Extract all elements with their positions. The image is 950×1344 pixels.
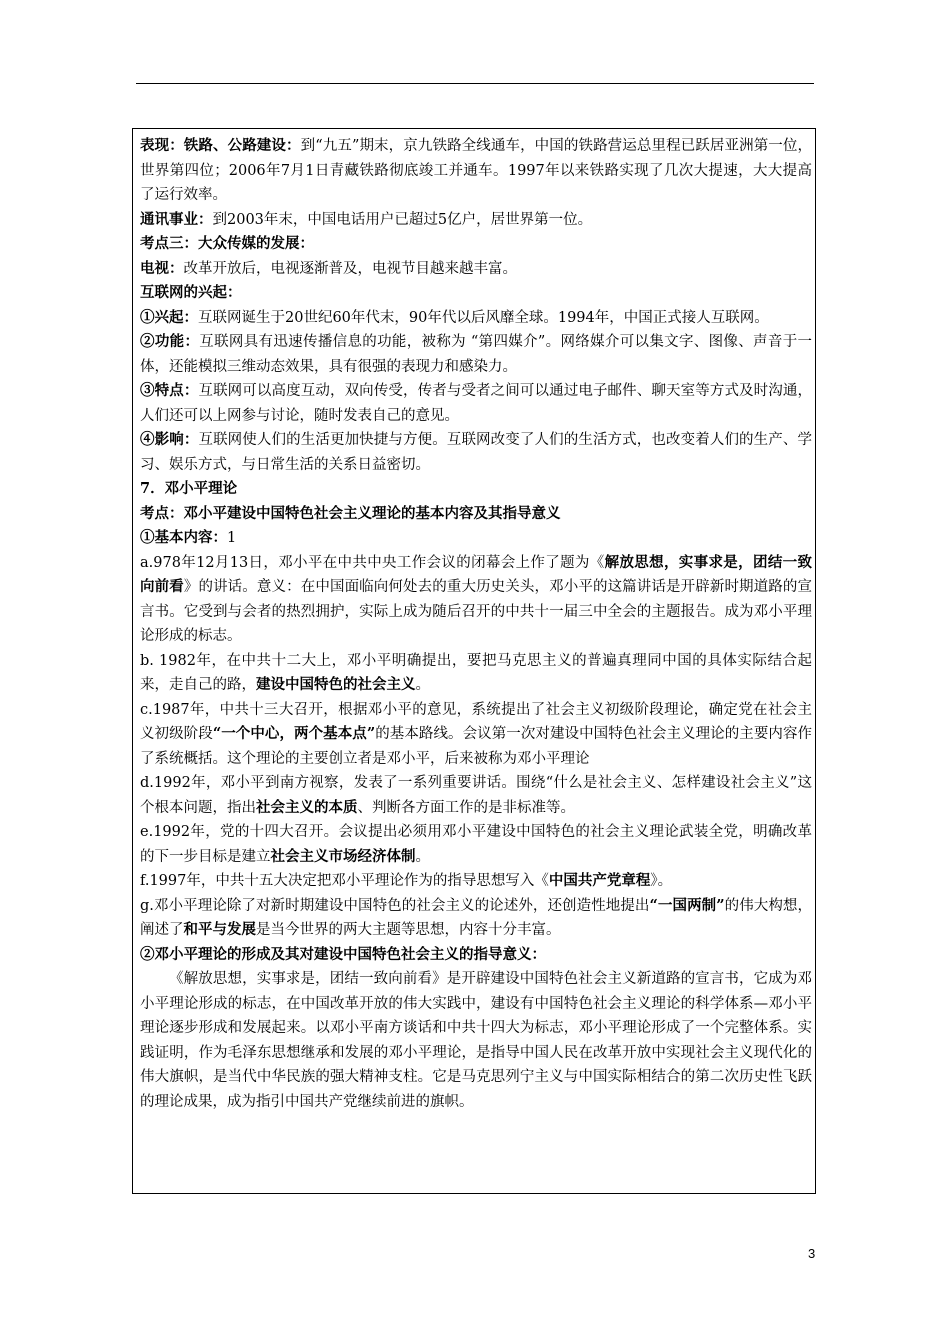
body-text: 互联网可以高度互动，双向传受，传者与受者之间可以通过电子邮件、聊天室等方式及时沟通，人们还可以上网参与讨论，随时发表自己的意见。 xyxy=(140,383,813,424)
bold-text: 和平与发展 xyxy=(183,921,256,938)
body-text: 的伟大构想，阐述了 xyxy=(140,897,813,938)
paragraph xyxy=(140,330,812,379)
body-text: c.1987年，中共十三大召开，根据邓小平的意见，系统提出了社会主义初级阶段理论，确定党在社会主义初级阶段 xyxy=(140,701,812,742)
document-body xyxy=(140,134,812,1114)
bold-text: “一个中心，两个基本点” xyxy=(212,725,376,742)
body-text: 到“九五”期末，京九铁路全线通车，中国的铁路营运总里程已跃居亚洲第一位，世界第四位；2006年7月1日青藏铁路彻底竣工并通车。1997年以来铁路实现了几次大提速，大大提高了运行效率。 xyxy=(140,138,813,203)
paragraph xyxy=(140,967,812,1114)
body-text: 》的讲话。意义：在中国面临向何处去的重大历史关头，邓小平的这篇讲话是开辟新时期道路的宣言书。它受到与会者的热烈拥护，实际上成为随后召开的中共十一届三中全会的主题报告。成为邓小平理论形成的标志。 xyxy=(140,579,813,644)
paragraph xyxy=(140,943,812,968)
page-number: 3 xyxy=(808,1246,816,1261)
body-text: e.1992年，党的十四大召开。会议提出必须用邓小平建设中国特色的社会主义理论武装全党，明确改革的下一步目标是建立 xyxy=(140,824,812,865)
body-text: 、判断各方面工作的是非标准等。 xyxy=(357,799,575,816)
paragraph xyxy=(140,257,812,282)
paragraph xyxy=(140,477,812,502)
bold-text: ④影响： xyxy=(140,431,199,448)
body-text: 1 xyxy=(227,530,237,546)
bold-text: 表现：铁路、公路建设： xyxy=(140,137,301,154)
paragraph xyxy=(140,232,812,257)
body-text: f.1997年，中共十五大决定把邓小平理论作为的指导思想写入《 xyxy=(140,873,549,889)
body-text: 》。 xyxy=(650,873,673,889)
body-text: a.978年12月13日，邓小平在中共中央工作会议的闭幕会上作了题为《 xyxy=(140,554,605,571)
paragraph xyxy=(140,502,812,527)
body-text: b. 1982年，在中共十二大上，邓小平明确提出，要把马克思主义的普遍真理同中国的具体实际结合起来，走自己的路， xyxy=(140,652,812,693)
bold-text: 建设中国特色的社会主义 xyxy=(256,676,416,693)
body-text: 是当今世界的两大主题等思想，内容十分丰富。 xyxy=(256,922,561,938)
body-text: 改革开放后，电视逐渐普及，电视节目越来越丰富。 xyxy=(183,260,517,277)
bold-text: 电视： xyxy=(140,259,184,277)
paragraph xyxy=(140,379,812,428)
paragraph xyxy=(140,306,812,331)
body-text: 《解放思想，实事求是，团结一致向前看》是开辟建设中国特色社会主义新道路的宣言书，它成为邓小平理论形成的标志，在中国改革开放的伟大实践中，建设有中国特色社会主义理论的科学体系—邓小平理论逐步形成和发展起来。以邓小平南方谈话和中共十四大为标志，邓小平理论形成了一个完整体系。实践证明，作为毛泽东思想继承和发展的邓小平理论，是指导中国人民在改革开放中实现社会主义现代化的伟大旗帜，是当代中华民族的强大精神支柱。它是马克思列宁主义与中国实际相结合的第二次历史性飞跃的理论成果，成为指引中国共产党继续前进的旗帜。 xyxy=(140,971,812,1110)
bold-text: 考点：邓小平建设中国特色社会主义理论的基本内容及其指导意义 xyxy=(140,504,561,522)
header-rule xyxy=(136,83,814,84)
body-text: d.1992年，邓小平到南方视察，发表了一系列重要讲话。围绕“什么是社会主义、怎样建设社会主义”这个根本问题，指出 xyxy=(140,775,812,816)
bold-text: 社会主义的本质 xyxy=(256,798,358,816)
bold-text: 通讯事业： xyxy=(140,210,213,228)
bold-text: “一国两制” xyxy=(649,896,725,914)
paragraph xyxy=(140,894,812,943)
bold-text: ②邓小平理论的形成及其对建设中国特色社会主义的指导意义： xyxy=(140,945,546,963)
bold-text: 社会主义市场经济体制 xyxy=(270,847,416,865)
bold-text: ①兴起： xyxy=(140,308,198,326)
body-text: g.邓小平理论除了对新时期建设中国特色的社会主义的论述外，还创造性地提出 xyxy=(140,897,650,914)
paragraph xyxy=(140,649,812,698)
body-text: 互联网诞生于20世纪60年代末，90年代以后风靡全球。1994年，中国正式接人互联网。 xyxy=(198,309,769,326)
bold-text: 中国共产党章程 xyxy=(548,872,651,889)
paragraph xyxy=(140,551,812,649)
paragraph xyxy=(140,208,812,233)
paragraph xyxy=(140,771,812,820)
paragraph xyxy=(140,820,812,869)
paragraph xyxy=(140,869,812,894)
bold-text: ①基本内容： xyxy=(140,529,227,546)
paragraph xyxy=(140,428,812,477)
bold-text: 互联网的兴起： xyxy=(140,284,242,301)
bold-text: 解放思想，实事求是，团结一致向前看 xyxy=(140,553,812,595)
paragraph xyxy=(140,281,812,306)
body-text: 。 xyxy=(415,848,430,865)
paragraph xyxy=(140,698,812,772)
bold-text: ③特点： xyxy=(140,382,199,399)
body-text: 互联网具有迅速传播信息的功能，被称为 “第四媒介”。网络媒介可以集文字、图像、声音于一体，还能模拟三维动态效果，具有很强的表现力和感染力。 xyxy=(140,334,813,375)
paragraph xyxy=(140,526,812,551)
bold-text: ②功能： xyxy=(140,333,200,350)
body-text: 互联网使人们的生活更加快捷与方便。互联网改变了人们的生活方式，也改变着人们的生产、学习、娱乐方式，与日常生活的关系日益密切。 xyxy=(140,432,813,473)
body-text: 到2003年末，中国电话用户已超过5亿户，居世界第一位。 xyxy=(212,211,593,228)
body-text: 的基本路线。会议第一次对建设中国特色社会主义理论的主要内容作了系统概括。这个理论的主要创立者是邓小平，后来被称为邓小平理论 xyxy=(140,726,813,767)
bold-text: 7．邓小平理论 xyxy=(140,480,238,497)
body-text: 。 xyxy=(415,677,430,693)
paragraph xyxy=(140,134,812,208)
bold-text: 考点三：大众传媒的发展： xyxy=(140,235,314,252)
